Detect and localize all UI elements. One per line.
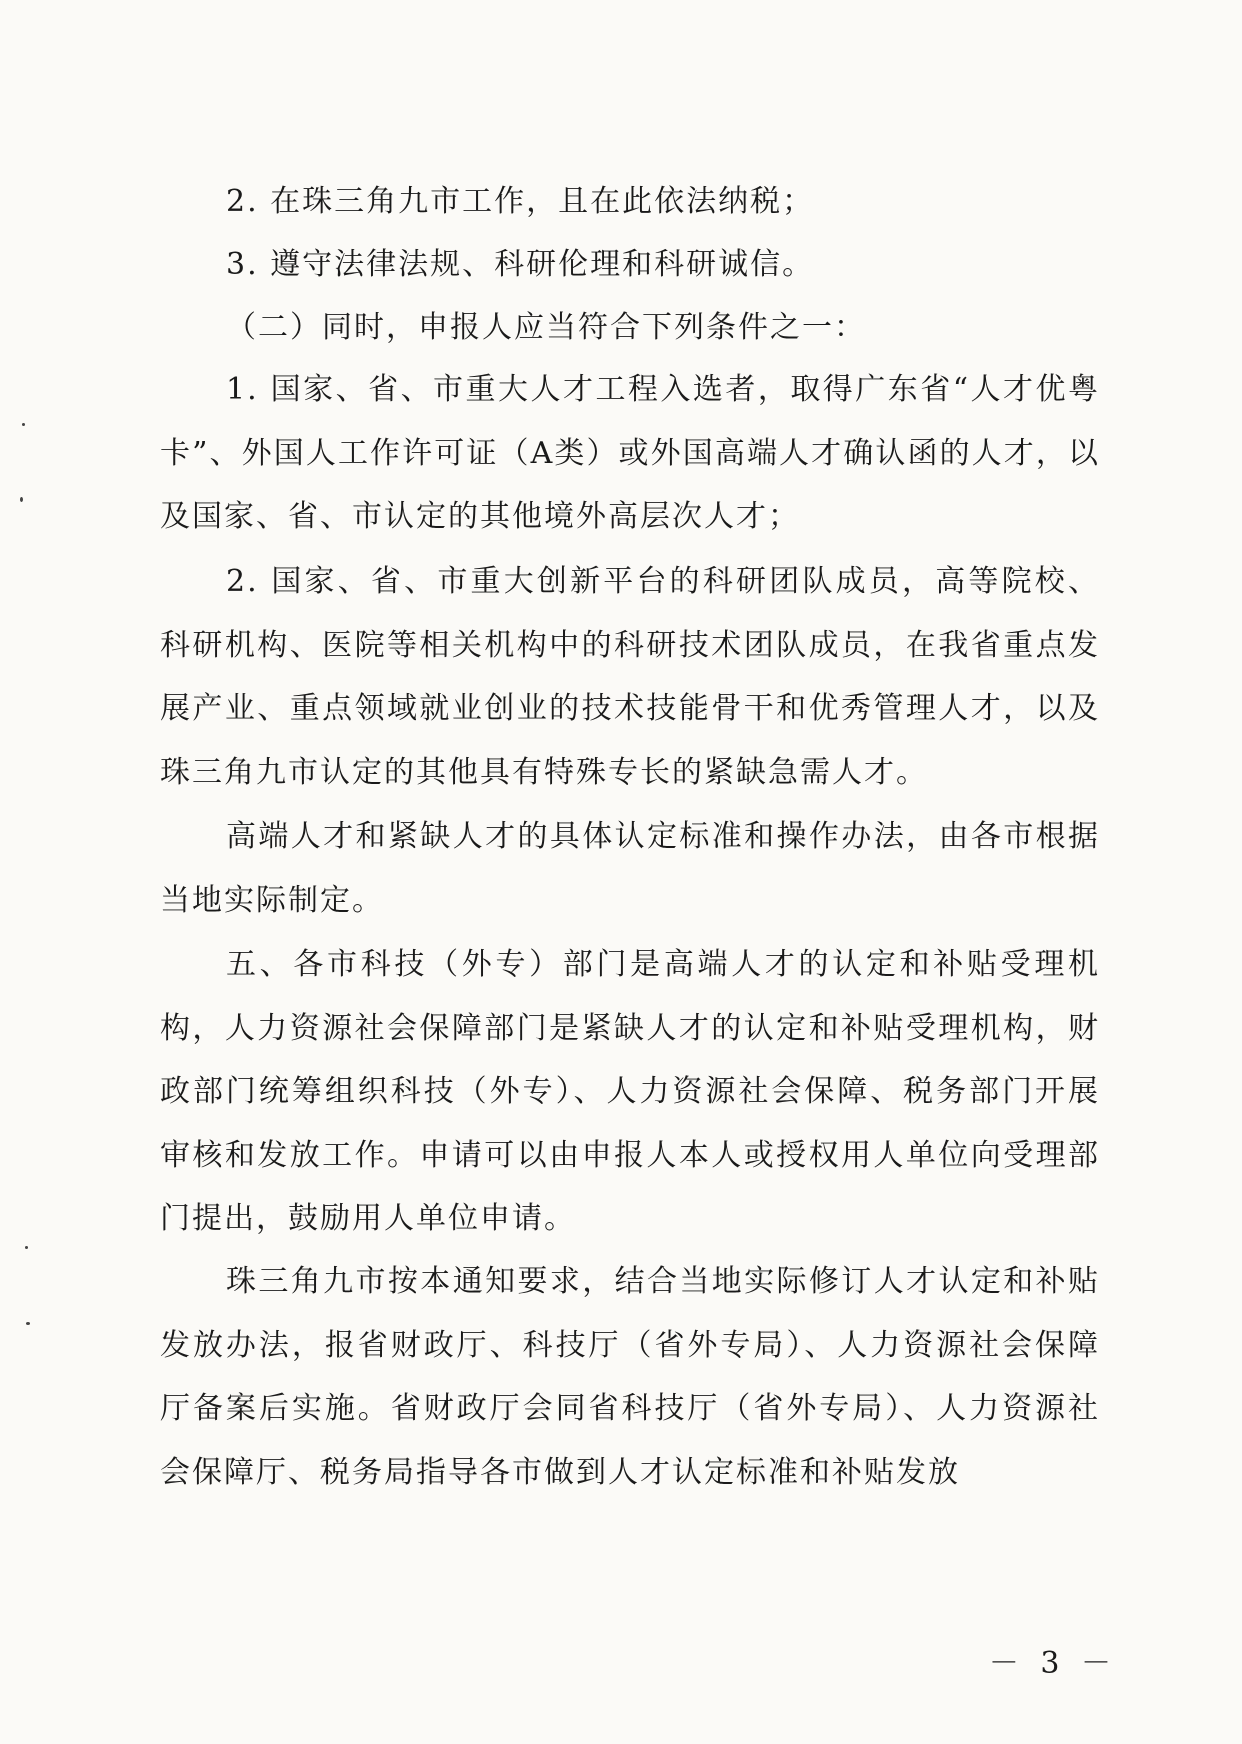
paragraph-section-two: （二）同时，申报人应当符合下列条件之一：	[226, 310, 866, 345]
paragraph-condition-2: 2. 在珠三角九市工作，且在此依法纳税；	[226, 184, 815, 219]
page-number: － 3 －	[988, 1646, 1117, 1681]
paragraph-shortage-talent: 2. 国家、省、市重大创新平台的科研团队成员，高等院校、科研机构、医院等相关机构中的科研技术团队成员，在我省重点发展产业、重点领域就业创业的技术技能骨干和优秀管理人才，以及珠三角九市认定的其他具有特殊专长的紧缺急需人才。	[160, 564, 1100, 790]
scan-speck	[26, 1322, 30, 1325]
scan-speck	[22, 423, 25, 426]
scan-speck	[25, 1246, 28, 1249]
paragraph-section-five: 五、各市科技（外专）部门是高端人才的认定和补贴受理机构，人力资源社会保障部门是紧缺人才的认定和补贴受理机构，财政部门统筹组织科技（外专）、人力资源社会保障、税务部门开展审核和发放工作。申请可以由申报人本人或授权用人单位向受理部门提出，鼓励用人单位申请。	[160, 947, 1100, 1236]
paragraph-high-end-talent: 1. 国家、省、市重大人才工程入选者，取得广东省“人才优粤卡”、外国人工作许可证（A类）或外国高端人才确认函的人才，以及国家、省、市认定的其他境外高层次人才；	[160, 372, 1100, 534]
paragraph-implementation: 珠三角九市按本通知要求，结合当地实际修订人才认定和补贴发放办法，报省财政厅、科技厅（省外专局）、人力资源社会保障厅备案后实施。省财政厅会同省科技厅（省外专局）、人力资源社会保障厅、税务局指导各市做到人才认定标准和补贴发放	[160, 1264, 1100, 1490]
paragraph-standards: 高端人才和紧缺人才的具体认定标准和操作办法，由各市根据当地实际制定。	[160, 819, 1100, 918]
paragraph-condition-3: 3. 遵守法律法规、科研伦理和科研诚信。	[226, 247, 815, 282]
scan-speck	[20, 497, 23, 502]
